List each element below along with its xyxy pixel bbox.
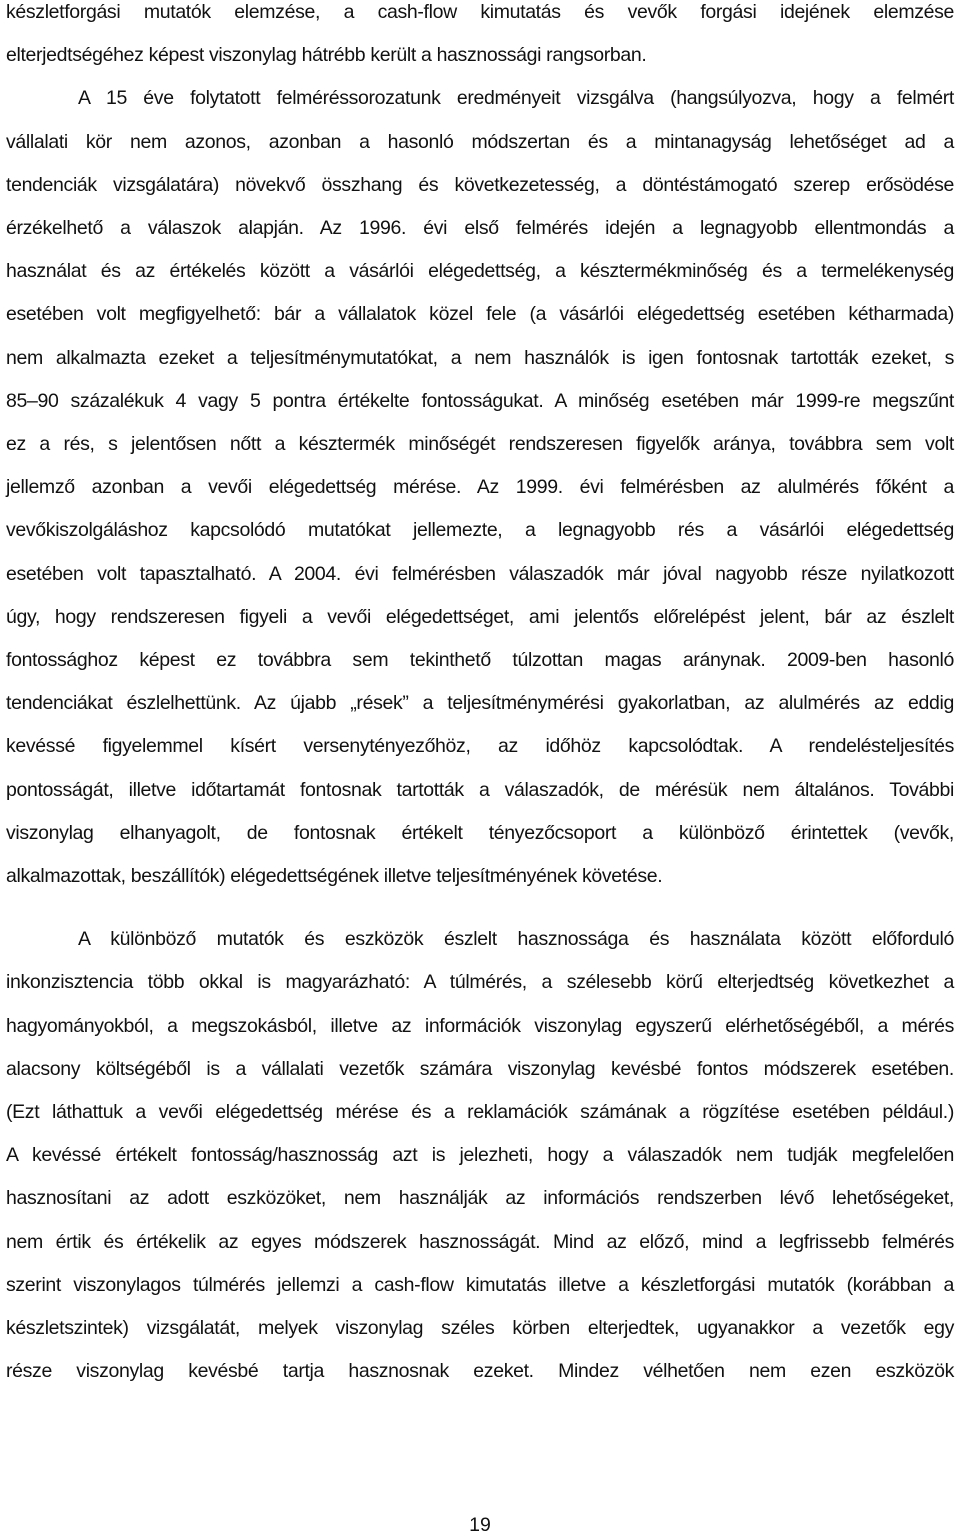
text-line: szerint viszonylagos túlmérés jellemzi a cash-flow kimutatás illetve a készletforgási mutatók (korábban a — [6, 1273, 954, 1296]
text-line: (Ezt láthattuk a vevői elégedettség mérése és a reklamációk számának a rögzítése esetében például.) — [6, 1101, 954, 1123]
text-line: vevőkiszolgáláshoz kapcsolódó mutatókat jellemezte, a legnagyobb rés a vásárlói elégedettség — [6, 519, 954, 542]
text-line: része viszonylag kevésbé tartja hasznosnak ezeket. Mindez vélhetően nem ezen eszközök — [6, 1360, 954, 1383]
text-line: viszonylag elhanyagolt, de fontosnak értékelt tényezőcsoport a különböző érintettek (vevők, — [6, 821, 954, 844]
page-number: 19 — [469, 1514, 491, 1536]
text-line: készletszintek) vizsgálatát, melyek viszonylag széles körben elterjedtek, ugyanakkor a vezetők egy — [6, 1317, 954, 1339]
text-line: A különböző mutatók és eszközök észlelt hasznossága és használata között előforduló — [78, 928, 954, 951]
text-line: hasznosítani az adott eszközöket, nem használják az információs rendszerben lévő lehetőségeket, — [6, 1187, 954, 1210]
text-line: nem alkalmazta ezeket a teljesítménymutatókat, a nem használók is igen fontosnak tartották ezeket, s — [6, 346, 954, 369]
text-line: hagyományokból, a megszokásból, illetve az információk viszonylag egyszerű elérhetőségéből, a mérés — [6, 1014, 954, 1037]
text-line: érzékelhető a válaszok alapján. Az 1996. évi első felmérés idején a legnagyobb ellentmondás a — [6, 217, 954, 239]
text-line: jellemző azonban a vevői elégedettség mérése. Az 1999. évi felmérésben az alulmérés főként a — [6, 476, 954, 499]
text-line: nem értik és értékelik az egyes módszerek hasznosságát. Mind az előző, mind a legfrissebb felmérés — [6, 1230, 954, 1253]
text-line: 85–90 százalékuk 4 vagy 5 pontra értékelte fontosságukat. A minőség esetében már 1999-re megszűnt — [6, 389, 954, 412]
text-line: tendenciákat észlelhettünk. Az újabb „rések” a teljesítménymérési gyakorlatban, az alulmérés az eddig — [6, 692, 954, 715]
text-line: ez a rés, s jelentősen nőtt a késztermék minőségét rendszeresen figyelők aránya, továbbra sem volt — [6, 433, 954, 455]
text-line: esetében volt tapasztalható. A 2004. évi felmérésben válaszadók már jóval nagyobb része nyilatkozott — [6, 562, 954, 585]
text-line: inkonzisztencia több okkal is magyarázható: A túlmérés, a szélesebb körű elterjedtség következhet a — [6, 971, 954, 994]
text-line: elterjedtségéhez képest viszonylag hátrébb került a hasznossági rangsorban. — [6, 44, 647, 67]
text-line: tendenciák vizsgálatára) növekvő összhang és következetesség, a döntéstámogató szerep erősödése — [6, 173, 954, 196]
text-line: készletforgási mutatók elemzése, a cash-flow kimutatás és vevők forgási idejének elemzése — [6, 1, 954, 23]
text-line: alacsony költségéből is a vállalati vezetők számára viszonylag kevésbé fontos módszerek esetében. — [6, 1057, 954, 1080]
text-line: pontosságát, illetve időtartamát fontosnak tartották a válaszadók, de mérésük nem általános. További — [6, 778, 954, 801]
text-line: A kevéssé értékelt fontosság/hasznosság azt is jelezheti, hogy a válaszadók nem tudják megfelelően — [6, 1144, 954, 1167]
text-line: esetében volt megfigyelhető: bár a vállalatok közel fele (a vásárlói elégedettség esetében kétharmada) — [6, 303, 954, 326]
text-line: A 15 éve folytatott felméréssorozatunk eredményeit vizsgálva (hangsúlyozva, hogy a felmért — [78, 87, 954, 110]
text-line: használat és az értékelés között a vásárlói elégedettség, a késztermékminőség és a termelékenység — [6, 260, 954, 283]
text-line: fontossághoz képest ez továbbra sem tekinthető túlzottan magas aránynak. 2009-ben hasonló — [6, 649, 954, 671]
text-line: vállalati kör nem azonos, azonban a hasonló módszertan és a mintanagyság lehetőséget ad a — [6, 130, 954, 153]
text-line: úgy, hogy rendszeresen figyeli a vevői elégedettséget, ami jelentős előrelépést jelent, bár az észlelt — [6, 605, 954, 628]
text-line: alkalmazottak, beszállítók) elégedettségének illetve teljesítményének követése. — [6, 865, 663, 887]
text-line: kevéssé figyelemmel kísért versenytényezőhöz, az időhöz kapcsolódtak. A rendelésteljesítés — [6, 735, 954, 758]
